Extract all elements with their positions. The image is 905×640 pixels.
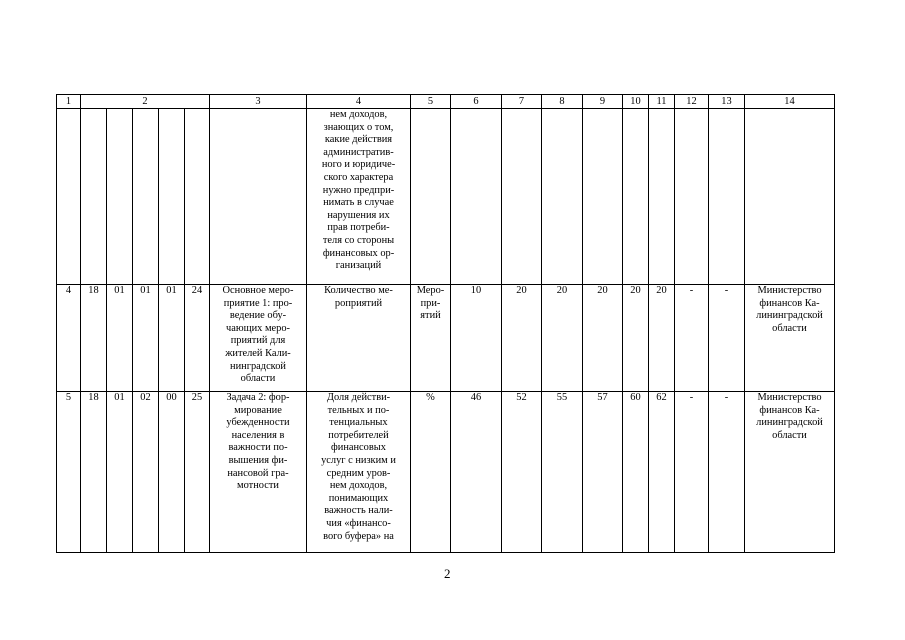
- cell-empty: [159, 109, 185, 285]
- indicator-name: Доля действи- тельных и по- тенциальных потребителей финансовых услуг с низким и средним уров- нем доходов, понимающих важность нали- чия «финансо- вого буфера» на: [307, 392, 411, 553]
- value-col-12: -: [675, 392, 709, 553]
- value-col-8: 55: [542, 392, 583, 553]
- row-number: 4: [57, 285, 81, 392]
- header-col-6: 6: [451, 95, 502, 109]
- header-col-12: 12: [675, 95, 709, 109]
- value-col-13: -: [709, 392, 745, 553]
- code-cell: 01: [159, 285, 185, 392]
- task-name: Задача 2: фор- мирование убежденности населения в важности по- вышения фи- нансовой гра- мотности: [210, 392, 307, 553]
- program-indicators-table: [56, 94, 835, 553]
- header-col-14: 14: [745, 95, 835, 109]
- header-col-10: 10: [623, 95, 649, 109]
- value-col-10: 60: [623, 392, 649, 553]
- value-col-11: 62: [649, 392, 675, 553]
- cell-empty: [675, 109, 709, 285]
- unit-of-measure: %: [411, 392, 451, 553]
- value-col-7: 52: [502, 392, 542, 553]
- cell-empty: [411, 109, 451, 285]
- code-cell: 02: [133, 392, 159, 553]
- header-col-8: 8: [542, 95, 583, 109]
- value-col-9: 57: [583, 392, 623, 553]
- table-row: [57, 285, 835, 392]
- row-number: 5: [57, 392, 81, 553]
- header-col-2: 2: [81, 95, 210, 109]
- responsible-executor: Министерство финансов Ка- лининградской области: [745, 285, 835, 392]
- cell-empty: [709, 109, 745, 285]
- value-col-10: 20: [623, 285, 649, 392]
- cell-empty: [210, 109, 307, 285]
- table-row: [57, 392, 835, 553]
- cell-empty: [745, 109, 835, 285]
- header-col-9: 9: [583, 95, 623, 109]
- header-col-5: 5: [411, 95, 451, 109]
- header-row: [57, 95, 835, 109]
- code-cell: 00: [159, 392, 185, 553]
- value-col-7: 20: [502, 285, 542, 392]
- header-col-11: 11: [649, 95, 675, 109]
- header-col-13: 13: [709, 95, 745, 109]
- cell-empty: [649, 109, 675, 285]
- header-col-3: 3: [210, 95, 307, 109]
- cell-empty: [107, 109, 133, 285]
- value-col-11: 20: [649, 285, 675, 392]
- code-cell: 18: [81, 392, 107, 553]
- code-cell: 24: [185, 285, 210, 392]
- code-cell: 25: [185, 392, 210, 553]
- value-col-12: -: [675, 285, 709, 392]
- event-name: Основное меро- приятие 1: про- ведение обу- чающих меро- приятий для жителей Кали- нинградской области: [210, 285, 307, 392]
- cell-empty: [502, 109, 542, 285]
- value-col-8: 20: [542, 285, 583, 392]
- cell-empty: [185, 109, 210, 285]
- indicator-name: Количество ме- роприятий: [307, 285, 411, 392]
- value-col-9: 20: [583, 285, 623, 392]
- code-cell: 01: [133, 285, 159, 392]
- code-cell: 18: [81, 285, 107, 392]
- header-col-1: 1: [57, 95, 81, 109]
- responsible-executor: Министерство финансов Ка- лининградской области: [745, 392, 835, 553]
- page-number: 2: [444, 566, 451, 581]
- cell-empty: [583, 109, 623, 285]
- table-row-continuation: [57, 109, 835, 285]
- cell-empty: [57, 109, 81, 285]
- cell-empty: [81, 109, 107, 285]
- cell-empty: [542, 109, 583, 285]
- value-col-6: 10: [451, 285, 502, 392]
- code-cell: 01: [107, 392, 133, 553]
- cell-empty: [133, 109, 159, 285]
- cell-empty: [623, 109, 649, 285]
- value-col-6: 46: [451, 392, 502, 553]
- unit-of-measure: Меро- при- ятий: [411, 285, 451, 392]
- header-col-7: 7: [502, 95, 542, 109]
- code-cell: 01: [107, 285, 133, 392]
- value-col-13: -: [709, 285, 745, 392]
- cell-empty: [451, 109, 502, 285]
- header-col-4: 4: [307, 95, 411, 109]
- indicator-text-continued: нем доходов, знающих о том, какие действия административ- ного и юридиче- ского характера нужно предпри- нимать в случае нарушения их прав потреби- теля со стороны финансовых ор- ганизаций: [307, 109, 411, 285]
